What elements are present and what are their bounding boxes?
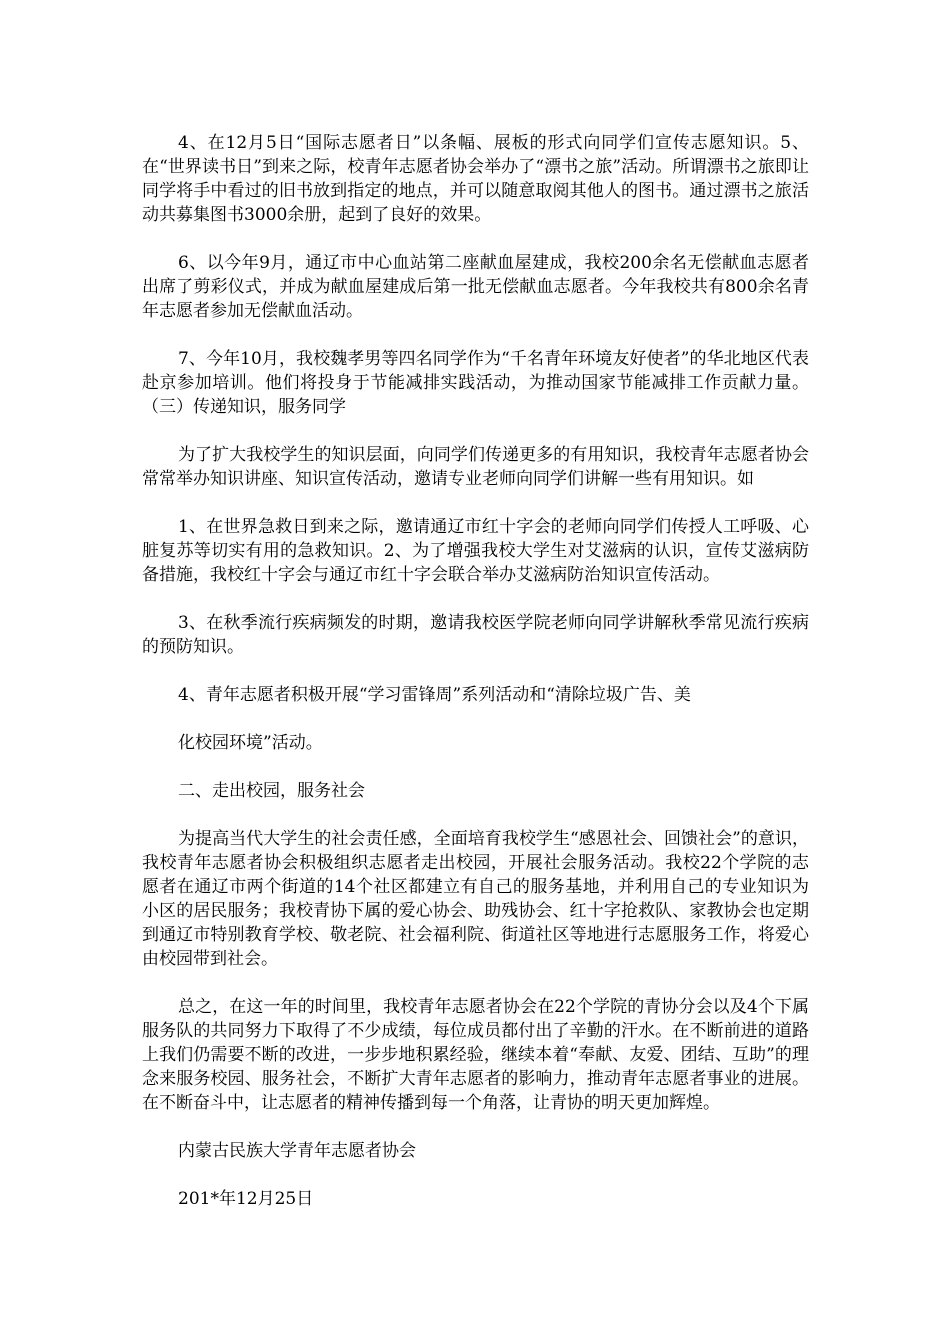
document-body — [142, 131, 809, 1235]
paragraph-item-4-lei-feng: 4、青年志愿者积极开展“学习雷锋周”系列活动和“清除垃圾广告、美 — [178, 685, 691, 705]
signature-date: 201*年12月25日 — [178, 1189, 314, 1209]
paragraph-item-4-5: 4、在12月5日“国际志愿者日”以条幅、展板的形式向同学们宣传志愿知识。5、在“世界读书日”到来之际，校青年志愿者协会举办了“漂书之旅”活动。所谓漂书之旅即让同学将手中看过的旧书放到指定的地点，并可以随意取阅其他人的图书。通过漂书之旅活动共募集图书3000余册，起到了良好的效果。 — [142, 133, 809, 225]
paragraph-item-7: 7、今年10月，我校魏孝男等四名同学作为“千名青年环境友好使者”的华北地区代表赴京参加培训。他们将投身于节能减排实践活动，为推动国家节能减排工作贡献力量。（三）传递知识，服务同学 — [142, 349, 809, 417]
section-heading: 二、走出校园，服务社会 — [178, 781, 365, 801]
signature-organization: 内蒙古民族大学青年志愿者协会 — [178, 1141, 416, 1161]
paragraph-item-1-2: 1、在世界急救日到来之际，邀请通辽市红十字会的老师向同学们传授人工呼吸、心脏复苏等切实有用的急救知识。2、为了增强我校大学生对艾滋病的认识，宣传艾滋病防备措施，我校红十字会与通辽市红十字会联合举办艾滋病防治知识宣传活动。 — [142, 517, 809, 585]
paragraph-society-service: 为提高当代大学生的社会责任感，全面培育我校学生“感恩社会、回馈社会”的意识，我校青年志愿者协会积极组织志愿者走出校园，开展社会服务活动。我校22个学院的志愿者在通辽市两个街道的14个社区都建立有自己的服务基地，并利用自己的专业知识为小区的居民服务；我校青协下属的爱心协会、助残协会、红十字抢救队、家教协会也定期到通辽市特别教育学校、敬老院、社会福利院、街道社区等地进行志愿服务工作，将爱心由校园带到社会。 — [142, 829, 809, 969]
paragraph-item-3: 3、在秋季流行疾病频发的时期，邀请我校医学院老师向同学讲解秋季常见流行疾病的预防知识。 — [142, 613, 809, 657]
paragraph-knowledge-intro: 为了扩大我校学生的知识层面，向同学们传递更多的有用知识，我校青年志愿者协会常常举办知识讲座、知识宣传活动，邀请专业老师向同学们讲解一些有用知识。如 — [142, 445, 809, 489]
paragraph-item-6: 6、以今年9月，通辽市中心血站第二座献血屋建成，我校200余名无偿献血志愿者出席了剪彩仪式，并成为献血屋建成后第一批无偿献血志愿者。今年我校共有800余名青年志愿者参加无偿献血活动。 — [142, 253, 809, 321]
paragraph-item-4-continued: 化校园环境”活动。 — [178, 733, 323, 753]
paragraph-conclusion: 总之，在这一年的时间里，我校青年志愿者协会在22个学院的青协分会以及4个下属服务队的共同努力下取得了不少成绩，每位成员都付出了辛勤的汗水。在不断前进的道路上我们仍需要不断的改进，一步步地积累经验，继续本着“奉献、友爱、团结、互助”的理念来服务校园、服务社会，不断扩大青年志愿者的影响力，推动青年志愿者事业的进展。在不断奋斗中，让志愿者的精神传播到每一个角落，让青协的明天更加辉煌。 — [142, 997, 809, 1113]
